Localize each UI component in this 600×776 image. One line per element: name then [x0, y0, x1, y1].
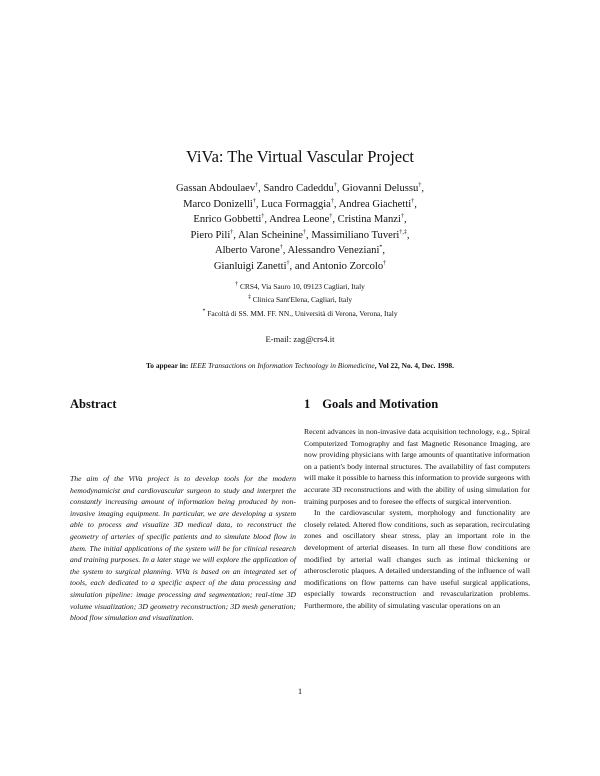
author-line	[0, 243, 600, 259]
author-separator: , and	[289, 260, 313, 272]
author-name: Giovanni Delussu	[342, 183, 419, 194]
author-separator: ,	[406, 229, 410, 241]
author-line	[0, 181, 600, 197]
author-name: Antonio Zorcolo	[312, 260, 384, 272]
affiliation	[0, 293, 600, 306]
author-affiliation-mark: †	[418, 182, 422, 189]
abstract-paragraph: The aim of the ViVa project is to develop tools for the modern hemodynamicist and cardiovascular surgeon to study and interpret the constantly increasing amount of information being produced by non-invasive imaging equipment. In particular, we are developing a system able to process and visualize 3D medical data, to reconstruct the geometry of arteries of specific patients and to simulate blood flow in them. The initial applications of the system will be for clinical research and training purposes. In a later stage we will explore the application of the system to surgical planning. ViVa is based on an integrated set of tools, each dedicated to a specific aspect of the data processing and simulation pipeline: image processing and segmentation; real-time 3D volume visualization; 3D geometry reconstruction; 3D mesh generation; blood flow simulation and visualization.	[70, 474, 296, 623]
author-name: Alan Scheinine	[237, 229, 304, 241]
affiliation-list	[0, 280, 600, 320]
author-affiliation-mark: †	[329, 213, 333, 220]
publication-note-prefix: To appear in:	[146, 361, 189, 370]
author-affiliation-mark: †	[333, 182, 337, 189]
author-separator: ,	[403, 214, 407, 226]
abstract-heading: Abstract	[70, 397, 117, 411]
affiliation-mark: †	[235, 281, 239, 288]
author-affiliation-mark: †	[230, 229, 234, 236]
author-separator: ,	[264, 214, 270, 226]
author-separator: ,	[382, 245, 386, 257]
author-separator: ,	[282, 245, 288, 257]
section-number: 1	[304, 397, 311, 411]
author-line	[0, 197, 600, 213]
author-affiliation-mark: †	[400, 213, 404, 220]
publication-details: , Vol 22, No. 4, Dec. 1998.	[374, 361, 454, 370]
author-separator: ,	[332, 214, 338, 226]
affiliation-mark: *	[202, 308, 206, 315]
paper-title: ViVa: The Virtual Vascular Project	[185, 147, 415, 166]
section-title: Goals and Motivation	[322, 397, 439, 411]
author-name: Enrico Gobbetti	[193, 214, 262, 226]
author-affiliation-mark: †	[286, 260, 290, 267]
section-paragraph: In the cardiovascular system, morphology and functionality are closely related. Altered flow conditions, such as separation, recirculating zones and oscillatory shear stress, play an important role in the development of arterial diseases. In turn all these flow conditions are modified by arterial wall changes such as intimal thickening or atherosclerotic plaques. A detailed understanding of the influence of wall modifications on flow patterns can have useful surgical applications, especially towards reconstruction and revascularization problems. Furthermore, the ability of simulating vascular operations on an	[304, 508, 530, 610]
author-name: Marco Donizelli	[183, 198, 253, 210]
author-name: Alessandro Veneziani	[287, 245, 380, 257]
author-affiliation-mark: †	[252, 198, 256, 205]
author-affiliation-mark: †,‡	[399, 229, 407, 236]
section-body	[304, 426, 530, 612]
section-heading	[304, 397, 438, 412]
author-name: Andrea Leone	[269, 214, 330, 226]
author-name: Massimiliano Tuveri	[311, 229, 400, 241]
author-line	[0, 212, 600, 228]
author-affiliation-mark: †	[383, 260, 387, 267]
author-name: Gassan Abdoulaev	[176, 183, 256, 194]
section-paragraph: Recent advances in non-invasive data acquisition technology, e.g., Spiral Computerized Tomography and fast Magnetic Resonance Imaging, are now providing physicians with large amounts of quantitative information on a patient's body internal structures. The availability of fast computers will make it possible to harness this information to provide surgeons with accurate 3D reconstructions and with the ability of using simulation for training purposes and to foresee the effects of surgical intervention.	[304, 427, 530, 506]
affiliation-mark: ‡	[247, 294, 251, 301]
author-separator: ,	[233, 229, 238, 241]
author-affiliation-mark: *	[379, 244, 383, 251]
author-separator: ,	[414, 198, 417, 210]
author-name: Gianluigi Zanetti	[213, 260, 287, 272]
author-name: Cristina Manzi	[337, 214, 401, 226]
author-list	[0, 181, 600, 275]
publication-note	[0, 361, 600, 370]
author-affiliation-mark: †	[279, 244, 283, 251]
author-line	[0, 228, 600, 244]
affiliation-text: CRS4, Via Sauro 10, 09123 Cagliari, Italy	[238, 282, 365, 291]
author-name: Luca Formaggia	[261, 198, 331, 210]
author-affiliation-mark: †	[411, 198, 415, 205]
author-separator: ,	[255, 198, 262, 210]
affiliation	[0, 307, 600, 320]
publication-journal: IEEE Transactions on Information Technology in Biomedicine	[190, 361, 375, 370]
author-name: Sandro Cadeddu	[263, 183, 334, 194]
author-separator: ,	[336, 183, 343, 194]
abstract-body	[70, 473, 296, 624]
author-affiliation-mark: †	[303, 229, 307, 236]
contact-email: E-mail: zag@crs4.it	[265, 334, 335, 344]
author-separator: ,	[333, 198, 339, 210]
page-number: 1	[297, 686, 303, 696]
author-affiliation-mark: †	[330, 198, 334, 205]
author-separator: ,	[306, 229, 312, 241]
affiliation-text: Facoltà di SS. MM. FF. NN., Università di Verona, Verona, Italy	[205, 308, 398, 318]
author-line	[0, 259, 600, 275]
author-name: Piero Pili	[190, 229, 231, 241]
author-separator: ,	[258, 183, 264, 194]
author-separator: ,	[421, 183, 424, 194]
author-affiliation-mark: †	[255, 182, 259, 189]
author-affiliation-mark: †	[261, 213, 265, 220]
author-name: Andrea Giachetti	[338, 198, 412, 210]
author-name: Alberto Varone	[214, 245, 280, 257]
affiliation	[0, 280, 600, 293]
affiliation-text: Clinica Sant'Elena, Cagliari, Italy	[250, 295, 353, 305]
